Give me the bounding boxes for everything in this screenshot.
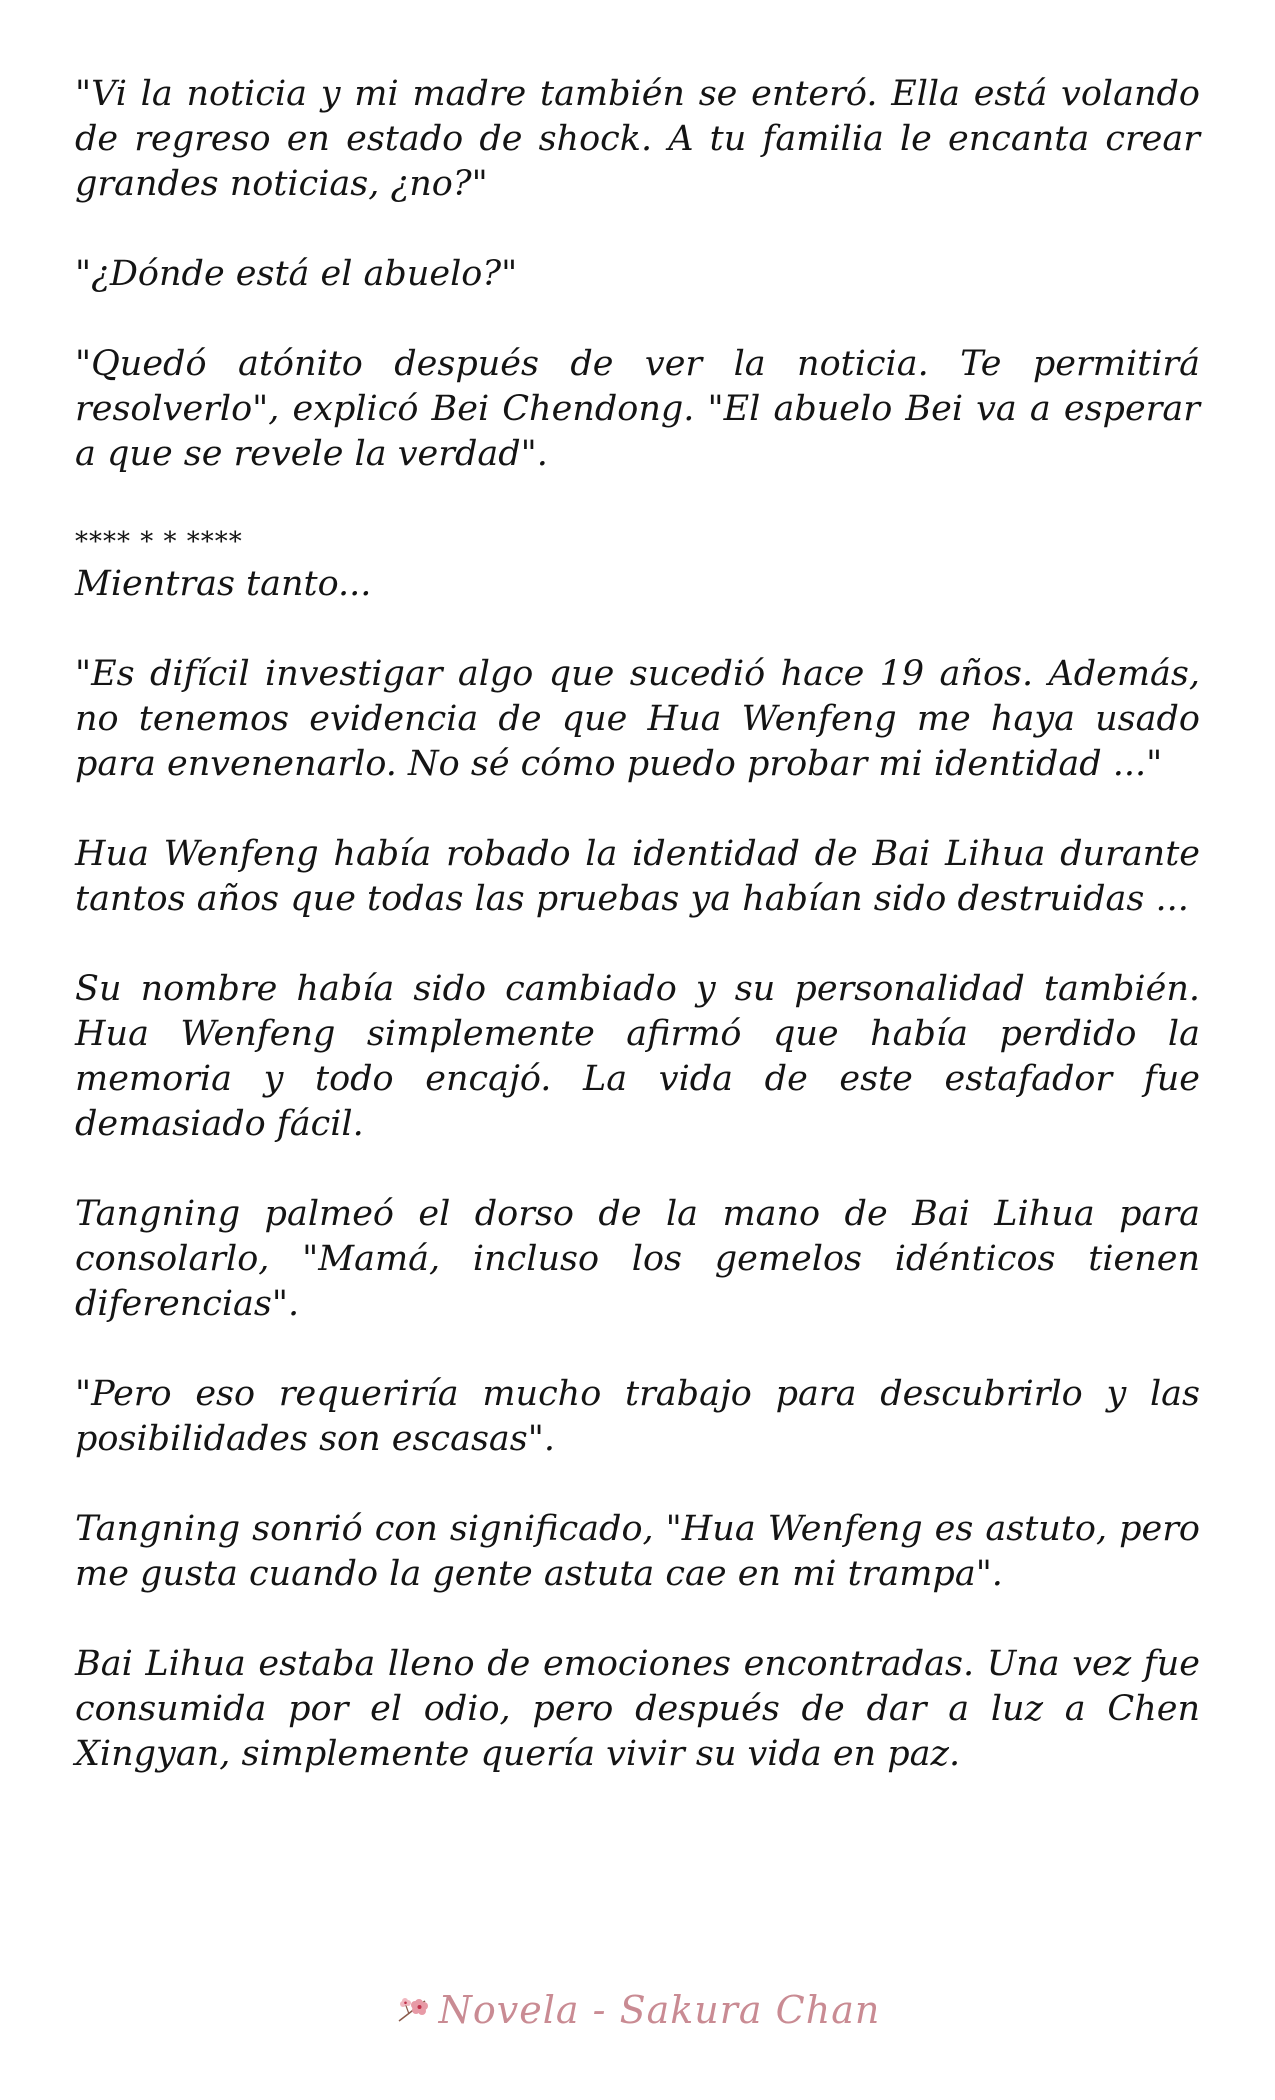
paragraph-10: Bai Lihua estaba lleno de emociones encontradas. Una vez fue consumida por el odio, pero después de dar a luz a Chen Xingyan, simplemente quería vivir su vida en paz. [75,1644,1200,1774]
paragraph-9: Tangning sonrió con significado, "Hua Wenfeng es astuto, pero me gusta cuando la gente astuta cae en mi trampa". [75,1509,1200,1594]
paragraph-3: "Quedó atónito después de ver la noticia. Te permitirá resolverlo", explicó Bei Chendong. "El abuelo Bei va a esperar a que se revele la verdad". [75,344,1200,474]
paragraph-8: "Pero eso requeriría mucho trabajo para descubrirlo y las posibilidades son escasas". [75,1374,1200,1459]
sakura-blossom-icon [395,1991,433,2029]
paragraph-7: Tangning palmeó el dorso de la mano de Bai Lihua para consolarlo, "Mamá, incluso los gemelos idénticos tienen diferencias". [75,1194,1200,1324]
paragraph-1: "Vi la noticia y mi madre también se enteró. Ella está volando de regreso en estado de shock. A tu familia le encanta crear grandes noticias, ¿no?" [75,74,1200,204]
watermark-text: Novela - Sakura Chan [438,1988,881,2032]
paragraph-2: "¿Dónde está el abuelo?" [75,254,518,294]
paragraph-6: Su nombre había sido cambiado y su personalidad también. Hua Wenfeng simplemente afirmó que había perdido la memoria y todo encajó. La vida de este estafador fue demasiado fácil. [75,969,1200,1144]
document-body [75,72,1200,1777]
paragraph-5: Hua Wenfeng había robado la identidad de Bai Lihua durante tantos años que todas las pruebas ya habían sido destruidas ... [75,834,1200,919]
watermark [0,1980,1275,2040]
scene-separator: **** * * **** [75,527,243,557]
paragraph-4: "Es difícil investigar algo que sucedió hace 19 años. Además, no tenemos evidencia de que Hua Wenfeng me haya usado para envenenarlo. No sé cómo puedo probar mi identidad ..." [75,654,1200,784]
scene-heading: Mientras tanto... [75,564,372,604]
